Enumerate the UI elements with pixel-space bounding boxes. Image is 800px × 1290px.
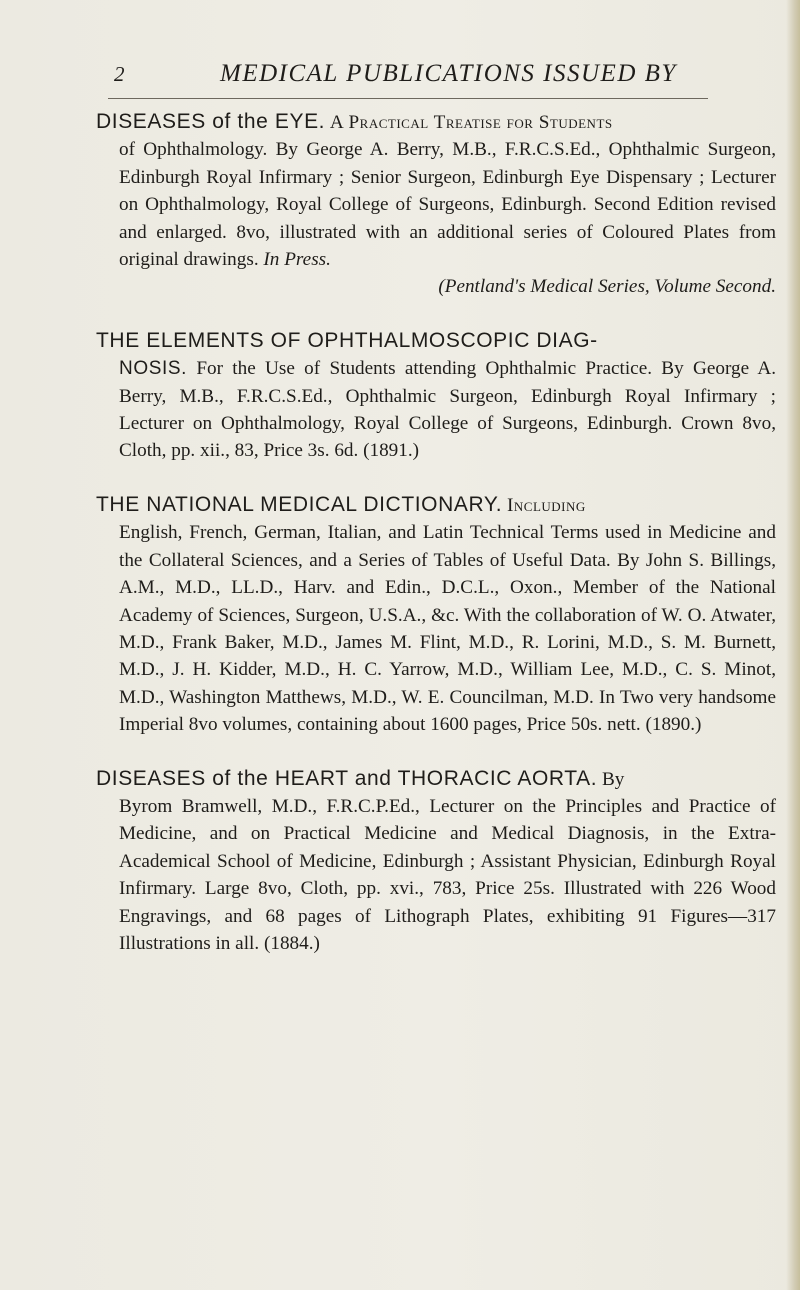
publication-entry — [96, 765, 776, 958]
entry-description: For the Use of Students attending Ophthalmic Practice. By George A. Berry, M.B., F.R.C.S.Ed., Ophthalmic Surgeon, Edinburgh Royal Infirmary ; Lecturer on Ophthalmology, Royal College of Surgeons, Edinburgh. Crown 8vo, Cloth, pp. xii., 83, Price 3s. 6d. (1891.) — [119, 358, 777, 462]
publication-entry — [96, 327, 776, 465]
entry-description: Byrom Bramwell, M.D., F.R.C.P.Ed., Lecturer on the Principles and Practice of Medicine, and on Practical Medicine and Medical Diagnosis, in the Extra-Academical School of Medicine, Edinburgh ; Assistant Physician, Edinburgh Royal Infirmary. Large 8vo, Cloth, pp. xvi., 783, Price 25s. Illustrated with 226 Wood Engravings, and 68 pages of Lithograph Plates, exhibiting 91 Figures—317 Illustrations in all. (1884.) — [119, 795, 776, 954]
entry-subtitle: A Practical Treatise for Students — [329, 112, 613, 133]
entry-description: of Ophthalmology. By George A. Berry, M.B., F.R.C.S.Ed., Ophthalmic Surgeon, Edinburgh Royal Infirmary ; Senior Surgeon, Edinburgh Eye Dispensary ; Lecturer on Ophthalmology, Royal College of Surgeons, Edinburgh. Second Edition revised and enlarged. 8vo, illustrated with an additional series of Coloured Plates from original drawings. — [119, 139, 776, 271]
entry-title: THE ELEMENTS OF OPHTHALMOSCOPIC DIAG- — [96, 328, 598, 352]
running-title: MEDICAL PUBLICATIONS ISSUED BY — [220, 60, 677, 87]
page-number: 2 — [114, 62, 125, 86]
entry-series: (Pentland's Medical Series, Volume Second. — [438, 276, 776, 298]
entry-title: DISEASES of the EYE. — [96, 110, 326, 133]
publication-list — [96, 108, 776, 983]
entry-title: DISEASES of the HEART and THORACIC AORTA. — [96, 766, 598, 790]
running-header — [0, 60, 800, 100]
entry-status: In Press. — [263, 249, 331, 271]
publication-entry — [96, 491, 776, 739]
entry-title: THE NATIONAL MEDICAL DICTIONARY. — [96, 492, 503, 516]
entry-subtitle: Including — [507, 494, 586, 516]
entry-title-continued: NOSIS. — [119, 358, 188, 380]
entry-description: English, French, German, Italian, and Latin Technical Terms used in Medicine and the Collateral Sciences, and a Series of Tables of Useful Data. By John S. Billings, A.M., M.D., LL.D., Harv. and Edin., D.C.L., Oxon., Member of the National Academy of Sciences, Surgeon, U.S.A., &c. With the collaboration of W. O. Atwater, M.D., Frank Baker, M.D., James M. Flint, M.D., R. Lorini, M.D., S. M. Burnett, M.D., J. H. Kidder, M.D., H. C. Yarrow, M.D., William Lee, M.D., C. S. Minot, M.D., Washington Matthews, M.D., W. E. Councilman, M.D. In Two very handsome Imperial 8vo volumes, containing about 1600 pages, Price 50s. nett. (1890.) — [119, 522, 776, 736]
header-rule — [108, 98, 708, 99]
entry-subtitle: By — [601, 768, 625, 790]
page-edge — [786, 0, 800, 1290]
publication-entry — [96, 108, 776, 301]
